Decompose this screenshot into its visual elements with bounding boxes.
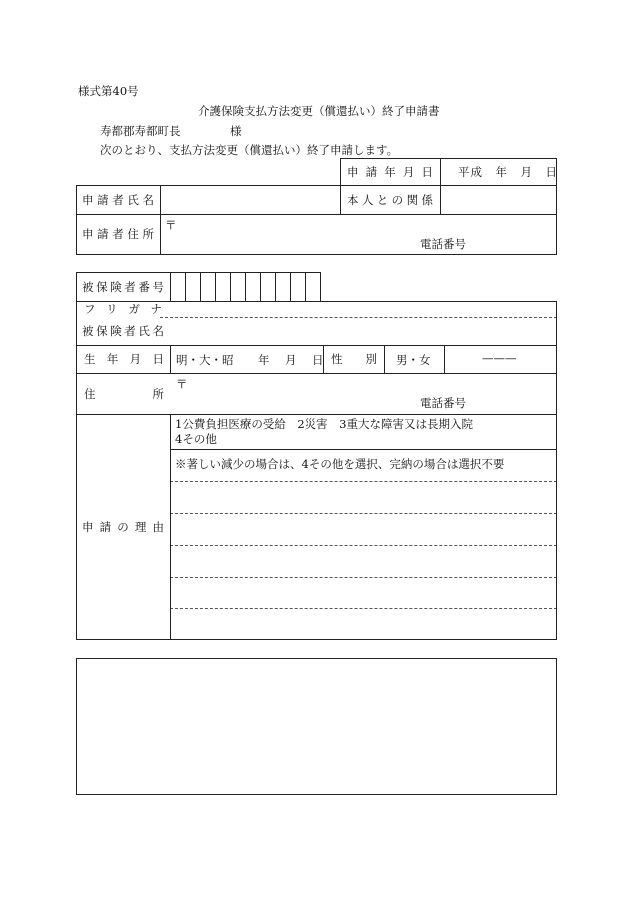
furigana-field[interactable] xyxy=(171,302,555,316)
insured-number-field[interactable] xyxy=(171,273,320,300)
insured-number-label: 被 保 険 者 番 号 xyxy=(82,279,164,294)
form-number: 様式第40号 xyxy=(78,84,139,98)
insured-address-field[interactable] xyxy=(171,374,555,413)
honorific: 様 xyxy=(230,124,242,138)
applicant-address-field[interactable] xyxy=(161,215,555,253)
addressee: 寿都郡寿都町長 xyxy=(100,124,181,138)
reason-note: ※著しい減少の場合は、4その他を選択、完納の場合は選択不要 xyxy=(175,457,505,471)
applicant-address-label: 申 請 者 住 所 xyxy=(82,227,154,241)
reason-label: 申 請 の 理 由 xyxy=(82,519,164,534)
insured-phone-label: 電話番号 xyxy=(420,396,466,410)
postal-mark: 〒 xyxy=(165,218,177,232)
reason-options-line1[interactable]: 1公費負担医療の受給 2災害 3重大な障害又は長期入院 xyxy=(175,417,473,431)
applicant-phone-label: 電話番号 xyxy=(420,237,466,251)
date-label: 申 請 年 月 日 xyxy=(347,164,433,179)
insured-name-label: 被 保 険 者 氏 名 xyxy=(82,324,164,338)
furigana-label: フ リ ガ ナ xyxy=(84,302,162,316)
insured-address-label: 住 所 xyxy=(84,386,164,401)
birth-ymd[interactable]: 年 月 日 xyxy=(258,353,326,367)
relation-field[interactable] xyxy=(441,186,555,213)
reason-options-line2[interactable]: 4その他 xyxy=(175,432,217,446)
form-title: 介護保険支払方法変更（償還払い）終了申請書 xyxy=(198,104,440,118)
insured-postal-mark: 〒 xyxy=(176,377,188,391)
applicant-name-label: 申 請 者 氏 名 xyxy=(82,192,154,207)
reason-detail-field[interactable] xyxy=(171,482,555,638)
date-value[interactable]: 平成 年 月 日 xyxy=(458,165,558,179)
intro-text: 次のとおり、支払方法変更（償還払い）終了申請します。 xyxy=(100,143,399,157)
relation-label: 本 人 と の 関 係 xyxy=(347,192,433,207)
remarks-box[interactable] xyxy=(76,658,557,795)
sex-value[interactable]: 男・女 xyxy=(396,353,431,367)
sex-label: 性 別 xyxy=(331,352,377,366)
dash-mark: ——— xyxy=(482,351,517,365)
birth-label: 生 年 月 日 xyxy=(84,352,164,366)
applicant-name-field[interactable] xyxy=(161,186,339,213)
insured-name-field[interactable] xyxy=(171,318,555,344)
birth-era[interactable]: 明・大・昭 xyxy=(176,353,234,367)
